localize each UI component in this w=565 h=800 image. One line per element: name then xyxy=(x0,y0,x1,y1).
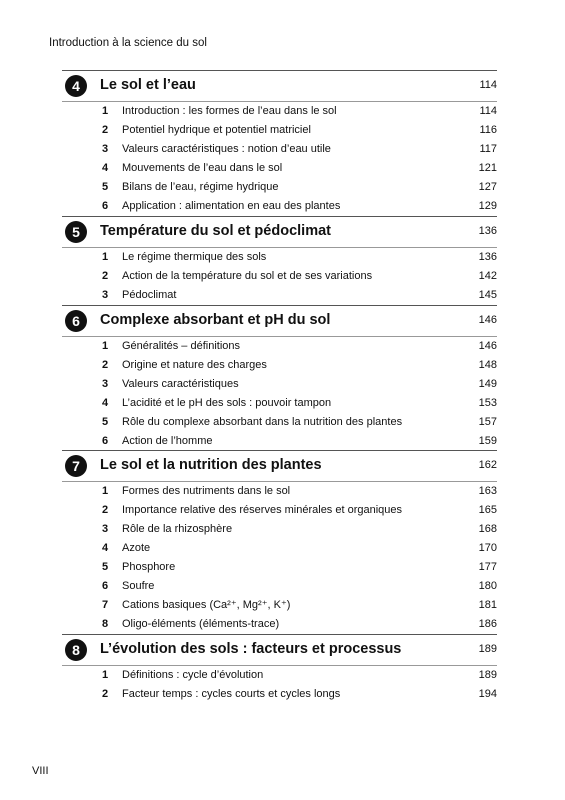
entry-page: 194 xyxy=(478,688,497,700)
entry-number: 2 xyxy=(102,504,109,516)
chapter-5 xyxy=(62,216,497,305)
entry-number: 4 xyxy=(102,542,109,554)
toc-entry[interactable] xyxy=(62,267,497,286)
entry-number: 3 xyxy=(102,378,109,390)
entry-page: 163 xyxy=(478,485,497,497)
entry-title: Rôle de la rhizosphère xyxy=(122,523,233,535)
toc-entry[interactable] xyxy=(62,248,497,267)
chapter-page: 162 xyxy=(478,459,497,471)
chapter-title: Température du sol et pédoclimat xyxy=(100,223,331,239)
entry-title: Mouvements de l’eau dans le sol xyxy=(122,162,283,174)
chapter-title: Complexe absorbant et pH du sol xyxy=(100,312,331,328)
entry-number: 6 xyxy=(102,435,109,447)
entry-number: 1 xyxy=(102,105,109,117)
chapter-number-badge: 8 xyxy=(65,639,87,661)
toc-entry[interactable] xyxy=(62,286,497,305)
entry-number: 1 xyxy=(102,251,109,263)
entry-number: 1 xyxy=(102,669,109,681)
toc-entry[interactable] xyxy=(62,558,497,577)
toc-entry[interactable] xyxy=(62,394,497,413)
chapter-number-badge: 7 xyxy=(65,455,87,477)
entry-title: Azote xyxy=(122,542,151,554)
entry-title: Formes des nutriments dans le sol xyxy=(122,485,291,497)
entry-title: Facteur temps : cycles courts et cycles longs xyxy=(122,688,341,700)
entry-page: 142 xyxy=(478,270,497,282)
entry-title: Oligo-éléments (éléments-trace) xyxy=(122,618,280,630)
entry-title: Action de la température du sol et de ses variations xyxy=(122,270,373,282)
entry-page: 181 xyxy=(478,599,497,611)
toc-entry[interactable] xyxy=(62,140,497,159)
chapter-page: 114 xyxy=(479,79,497,91)
toc-entry[interactable] xyxy=(62,178,497,197)
entry-title: Action de l’homme xyxy=(122,435,213,447)
entry-page: 127 xyxy=(478,181,497,193)
entry-page: 148 xyxy=(478,359,497,371)
chapter-7 xyxy=(62,450,497,634)
entry-page: 153 xyxy=(478,397,497,409)
entry-page: 177 xyxy=(478,561,497,573)
entry-number: 3 xyxy=(102,289,109,301)
entry-page: 189 xyxy=(478,669,497,681)
entry-number: 3 xyxy=(102,143,109,155)
entry-title: L’acidité et le pH des sols : pouvoir tampon xyxy=(122,397,332,409)
entry-page: 145 xyxy=(478,289,497,301)
entry-page: 168 xyxy=(478,523,497,535)
entry-number: 6 xyxy=(102,200,109,212)
entry-number: 5 xyxy=(102,561,109,573)
chapter-header[interactable] xyxy=(62,217,497,245)
entry-number: 5 xyxy=(102,416,109,428)
entry-number: 1 xyxy=(102,485,109,497)
chapter-6 xyxy=(62,305,497,451)
entry-page: 116 xyxy=(479,124,497,136)
entry-title: Phosphore xyxy=(122,561,176,573)
entry-page: 165 xyxy=(478,504,497,516)
entry-title: Importance relative des réserves minérales et organiques xyxy=(122,504,403,516)
entry-page: 146 xyxy=(478,340,497,352)
toc-entry[interactable] xyxy=(62,501,497,520)
entry-number: 4 xyxy=(102,162,109,174)
toc-entry[interactable] xyxy=(62,337,497,356)
entry-title: Cations basiques (Ca²⁺, Mg²⁺, K⁺) xyxy=(122,599,291,611)
entry-number: 2 xyxy=(102,124,109,136)
toc-entry[interactable] xyxy=(62,520,497,539)
toc-entry[interactable] xyxy=(62,596,497,615)
entry-number: 2 xyxy=(102,359,109,371)
entry-page: 159 xyxy=(478,435,497,447)
entry-title: Valeurs caractéristiques : notion d’eau utile xyxy=(122,143,331,155)
toc-entry[interactable] xyxy=(62,197,497,216)
entry-number: 1 xyxy=(102,340,109,352)
entry-number: 4 xyxy=(102,397,109,409)
entry-page: 180 xyxy=(478,580,497,592)
entry-number: 7 xyxy=(102,599,109,611)
entry-page: 170 xyxy=(478,542,497,554)
toc-entry[interactable] xyxy=(62,539,497,558)
chapter-header[interactable] xyxy=(62,451,497,479)
entry-title: Introduction : les formes de l’eau dans le sol xyxy=(122,105,337,117)
entry-page: 149 xyxy=(478,378,497,390)
entry-number: 8 xyxy=(102,618,109,630)
page-folio: VIII xyxy=(32,765,49,777)
toc-entry[interactable] xyxy=(62,685,497,704)
chapter-title: Le sol et la nutrition des plantes xyxy=(100,457,322,473)
entry-number: 3 xyxy=(102,523,109,535)
entry-title: Généralités – définitions xyxy=(122,340,241,352)
chapter-title: Le sol et l’eau xyxy=(100,77,196,93)
entry-page: 117 xyxy=(479,143,497,155)
toc-entry[interactable] xyxy=(62,577,497,596)
toc-entry[interactable] xyxy=(62,615,497,634)
toc-entry[interactable] xyxy=(62,375,497,394)
toc-entry[interactable] xyxy=(62,432,497,451)
running-header: Introduction à la science du sol xyxy=(49,37,207,49)
chapter-page: 189 xyxy=(478,643,497,655)
entry-page: 129 xyxy=(478,200,497,212)
entry-title: Le régime thermique des sols xyxy=(122,251,267,263)
entry-page: 157 xyxy=(478,416,497,428)
chapter-8 xyxy=(62,634,497,704)
chapter-title: L’évolution des sols : facteurs et processus xyxy=(100,641,402,657)
entry-number: 2 xyxy=(102,688,109,700)
entry-title: Définitions : cycle d’évolution xyxy=(122,669,264,681)
entry-number: 6 xyxy=(102,580,109,592)
toc-entry[interactable] xyxy=(62,102,497,121)
chapter-header[interactable] xyxy=(62,306,497,334)
entry-number: 2 xyxy=(102,270,109,282)
entry-title: Valeurs caractéristiques xyxy=(122,378,239,390)
entry-title: Rôle du complexe absorbant dans la nutrition des plantes xyxy=(122,416,403,428)
toc-entry[interactable] xyxy=(62,159,497,178)
chapter-number-badge: 5 xyxy=(65,221,87,243)
toc-entry[interactable] xyxy=(62,666,497,685)
entry-title: Bilans de l’eau, régime hydrique xyxy=(122,181,279,193)
entry-title: Origine et nature des charges xyxy=(122,359,267,371)
entry-page: 186 xyxy=(478,618,497,630)
chapter-header[interactable] xyxy=(62,71,497,99)
entry-page: 136 xyxy=(478,251,497,263)
toc-entry[interactable] xyxy=(62,121,497,140)
chapter-page: 146 xyxy=(478,314,497,326)
toc-entry[interactable] xyxy=(62,356,497,375)
toc-entry[interactable] xyxy=(62,413,497,432)
entry-title: Soufre xyxy=(122,580,155,592)
chapter-4 xyxy=(62,70,497,216)
toc-entry[interactable] xyxy=(62,482,497,501)
entry-number: 5 xyxy=(102,181,109,193)
entry-page: 114 xyxy=(479,105,497,117)
chapter-header[interactable] xyxy=(62,635,497,663)
entry-page: 121 xyxy=(478,162,497,174)
chapter-number-badge: 4 xyxy=(65,75,87,97)
entry-title: Pédoclimat xyxy=(122,289,177,301)
entry-title: Application : alimentation en eau des plantes xyxy=(122,200,341,212)
chapter-page: 136 xyxy=(478,225,497,237)
chapter-number-badge: 6 xyxy=(65,310,87,332)
entry-title: Potentiel hydrique et potentiel matriciel xyxy=(122,124,311,136)
